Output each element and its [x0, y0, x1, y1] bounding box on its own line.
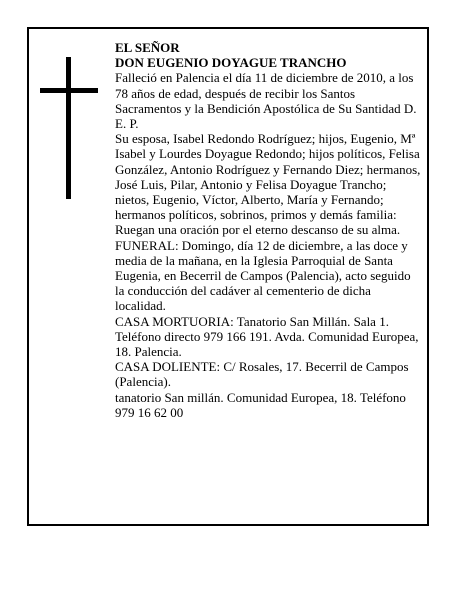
family-list: Su esposa, Isabel Redondo Rodríguez; hijos, Eugenio, Mª Isabel y Lourdes Doyague Redondo; hijos políticos, Felisa González, Antonio Rodríguez y Fernando Diez; hermanos, José Luis, Pilar, Antonio y Felisa Doyague Trancho; nietos, Eugenio, Víctor, Alberto, María y Fernando; hermanos políticos, sobrinos, primos y demás familia: [115, 131, 421, 223]
funeral-details: FUNERAL: Domingo, día 12 de diciembre, a las doce y media de la mañana, en la Iglesia Parroquial de Santa Eugenia, en Becerril de Campos (Palencia), acto seguido la conducción del cadáver al cementerio de dicha localidad. [115, 237, 411, 314]
mortuary-details: CASA MORTUORIA: Tanatorio San Millán. Sala 1. Teléfono directo 979 166 191. Avda. Comunidad Europea, 18. Palencia. [115, 313, 419, 360]
obituary-notice [27, 27, 429, 526]
notice-body [115, 40, 423, 420]
deceased-name: DON EUGENIO DOYAGUE TRANCHO [115, 55, 347, 71]
cross-icon [40, 57, 98, 199]
funeral-home-contact: tanatorio San millán. Comunidad Europea, 18. Teléfono 979 16 62 00 [115, 389, 406, 420]
cross-vertical-bar [66, 57, 71, 199]
death-announcement: Falleció en Palencia el día 11 de diciembre de 2010, a los 78 años de edad, después de recibir los Santos Sacramentos y la Bendición Apostólica de Su Santidad D. E. P. [115, 70, 417, 132]
prayer-request: Ruegan una oración por el eterno descanso de su alma. [115, 222, 401, 238]
mourning-house-details: CASA DOLIENTE: C/ Rosales, 17. Becerril de Campos (Palencia). [115, 359, 409, 390]
cross-horizontal-bar [40, 88, 98, 93]
notice-title-line-1: EL SEÑOR [115, 40, 180, 55]
